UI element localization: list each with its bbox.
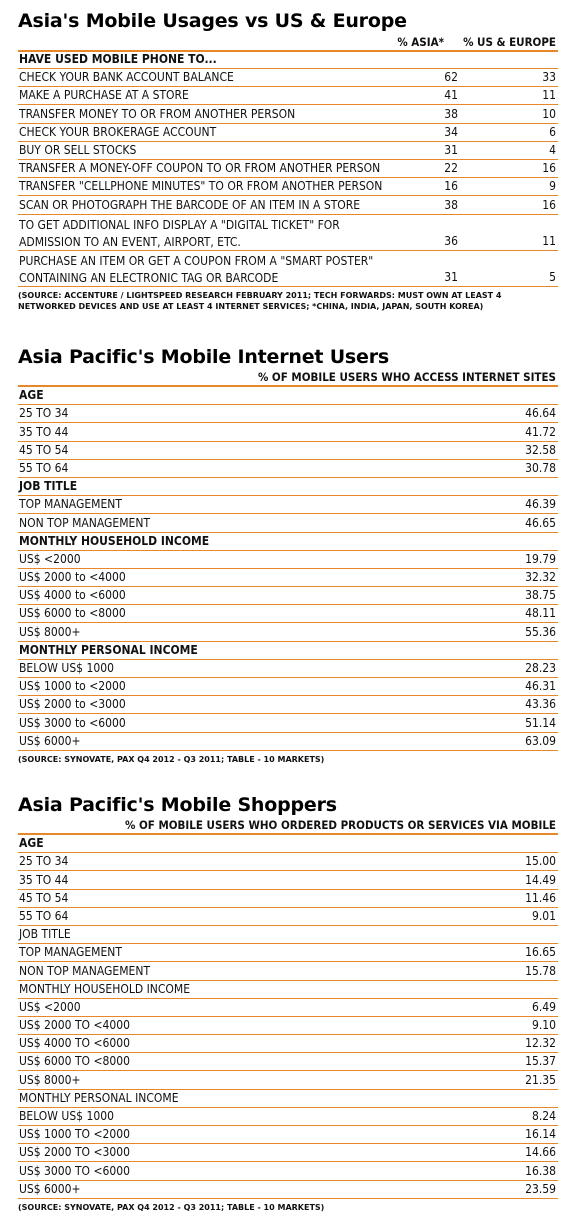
- row-value: 46.31: [525, 679, 556, 694]
- table-row: [18, 124, 558, 142]
- row-label: 55 TO 64: [19, 908, 69, 923]
- row-value: 16.38: [525, 1163, 556, 1178]
- table-row: [18, 926, 558, 944]
- table-row: [18, 999, 558, 1017]
- row-value: 16.65: [525, 945, 556, 960]
- row-value: 6.49: [531, 999, 556, 1014]
- row-label: US$ 6000 TO <8000: [19, 1054, 130, 1069]
- row-label: US$ 3000 to <6000: [19, 715, 126, 730]
- asia-value: 31: [444, 269, 458, 284]
- asia-value: 38: [444, 197, 458, 212]
- row-value: 14.66: [525, 1145, 556, 1160]
- us-europe-value: 10: [542, 106, 556, 121]
- table-row: [18, 1144, 558, 1162]
- row-label: US$ 3000 TO <6000: [19, 1163, 130, 1178]
- asia-value: 36: [444, 233, 458, 248]
- table-row: [18, 962, 558, 980]
- us-europe-value: 5: [549, 269, 556, 284]
- row-label: US$ 1000 to <2000: [19, 679, 126, 694]
- row-value: 38.75: [525, 588, 556, 603]
- mobile-shoppers-table: [18, 833, 558, 1199]
- table-row: [18, 178, 558, 196]
- table-row: [18, 1181, 558, 1199]
- us-europe-value: 16: [542, 197, 556, 212]
- table-row: [18, 853, 558, 871]
- source-note: (SOURCE: SYNOVATE, PAX Q4 2012 - Q3 2011; TABLE - 10 MARKETS): [18, 1202, 325, 1212]
- row-label: US$ 8000+: [19, 624, 81, 639]
- col-header: % OF MOBILE USERS WHO ORDERED PRODUCTS OR SERVICES VIA MOBILE: [125, 818, 556, 832]
- table-row: [18, 678, 558, 696]
- row-label: US$ 2000 TO <4000: [19, 1018, 130, 1033]
- row-label: MONTHLY HOUSEHOLD INCOME: [19, 981, 191, 996]
- row-value: 30.78: [525, 460, 556, 475]
- row-label: US$ <2000: [19, 999, 81, 1014]
- table-row: [18, 587, 558, 605]
- row-label: BELOW US$ 1000: [19, 1109, 114, 1123]
- table-header-row: [18, 52, 558, 69]
- table-row: [18, 1035, 558, 1053]
- row-value: 8.24: [531, 1109, 556, 1123]
- row-label: BUY OR SELL STOCKS: [19, 142, 137, 157]
- row-header-label: HAVE USED MOBILE PHONE TO...: [19, 52, 217, 66]
- usage-table: [18, 50, 558, 287]
- row-value: 48.11: [525, 606, 556, 621]
- table-row: [18, 605, 558, 623]
- row-label: AGE: [19, 388, 44, 403]
- row-label: US$ 2000 to <3000: [19, 697, 126, 712]
- us-europe-value: 6: [549, 124, 556, 139]
- row-value: 9.01: [531, 908, 556, 923]
- table-row: [18, 514, 558, 532]
- table-row: [18, 160, 558, 178]
- asia-value: 38: [444, 106, 458, 121]
- row-label: [19, 217, 340, 251]
- row-label-line: PURCHASE AN ITEM OR GET A COUPON FROM A "SMART POSTER": [19, 253, 374, 268]
- row-value: 15.78: [525, 963, 556, 978]
- row-value: 46.39: [525, 497, 556, 512]
- row-label-line: TO GET ADDITIONAL INFO DISPLAY A "DIGITAL TICKET" FOR: [19, 217, 340, 232]
- row-value: 19.79: [525, 551, 556, 566]
- row-label: MONTHLY HOUSEHOLD INCOME: [19, 533, 210, 548]
- table-row: [18, 251, 558, 287]
- table-row: [18, 69, 558, 87]
- row-label: TRANSFER MONEY TO OR FROM ANOTHER PERSON: [19, 106, 296, 121]
- section-title: Asia Pacific's Mobile Shoppers: [18, 794, 337, 816]
- table-row: [18, 142, 558, 160]
- us-europe-value: 16: [542, 161, 556, 176]
- us-europe-value: 9: [549, 179, 556, 194]
- row-value: 11.46: [525, 890, 556, 905]
- row-value: 46.65: [525, 515, 556, 530]
- asia-value: 22: [444, 161, 458, 176]
- column-headers: [18, 32, 558, 50]
- row-value: 51.14: [525, 715, 556, 730]
- row-value: 16.14: [525, 1127, 556, 1142]
- category-header-row: [18, 642, 558, 660]
- row-label: US$ 2000 to <4000: [19, 570, 126, 585]
- mobile-shoppers-section: [18, 794, 558, 1213]
- table-row: [18, 87, 558, 105]
- row-label: MAKE A PURCHASE AT A STORE: [19, 88, 189, 103]
- table-row: [18, 944, 558, 962]
- table-row: [18, 623, 558, 641]
- row-label: US$ <2000: [19, 551, 81, 566]
- row-label: 25 TO 34: [19, 406, 69, 421]
- row-label: US$ 2000 TO <3000: [19, 1145, 130, 1160]
- row-label-line: CONTAINING AN ELECTRONIC TAG OR BARCODE: [19, 270, 279, 285]
- table-row: [18, 460, 558, 478]
- row-value: 15.37: [525, 1054, 556, 1069]
- row-label: BELOW US$ 1000: [19, 661, 114, 675]
- row-label: US$ 8000+: [19, 1072, 81, 1087]
- internet-users-section: [18, 346, 558, 765]
- row-label: JOB TITLE: [19, 479, 78, 494]
- table-row: [18, 1090, 558, 1108]
- row-value: 55.36: [525, 624, 556, 639]
- table-row: [18, 423, 558, 441]
- table-row: [18, 890, 558, 908]
- row-label: CHECK YOUR BANK ACCOUNT BALANCE: [19, 70, 234, 85]
- table-row: [18, 1071, 558, 1089]
- col-header: % OF MOBILE USERS WHO ACCESS INTERNET SITES: [257, 370, 556, 384]
- source-line: (SOURCE: ACCENTURE / LIGHTSPEED RESEARCH FEBRUARY 2011; TECH FORWARDS: MUST OWN AT LEAST 4: [18, 290, 502, 300]
- row-value: 46.64: [525, 406, 556, 421]
- row-label: 45 TO 54: [19, 890, 69, 905]
- row-value: 32.32: [525, 570, 556, 585]
- row-label: TRANSFER "CELLPHONE MINUTES" TO OR FROM ANOTHER PERSON: [19, 179, 383, 194]
- asia-value: 34: [444, 124, 458, 139]
- row-value: 43.36: [525, 697, 556, 712]
- section-title: Asia Pacific's Mobile Internet Users: [18, 346, 389, 368]
- table-row: [18, 1017, 558, 1035]
- row-label: US$ 4000 to <6000: [19, 588, 126, 603]
- row-label: US$ 6000+: [19, 733, 81, 748]
- row-label: US$ 4000 TO <6000: [19, 1036, 130, 1051]
- row-value: 32.58: [525, 442, 556, 457]
- table-row: [18, 569, 558, 587]
- col-us-europe-header: % US & EUROPE: [463, 35, 556, 49]
- mobile-usage-section: [18, 10, 558, 312]
- table-row: [18, 496, 558, 514]
- row-label: JOB TITLE: [19, 927, 71, 942]
- row-value: 23.59: [525, 1181, 556, 1196]
- table-row: [18, 442, 558, 460]
- column-headers: [18, 816, 558, 833]
- row-value: 14.49: [525, 872, 556, 887]
- section-title: Asia's Mobile Usages vs US & Europe: [18, 10, 407, 32]
- table-row: [18, 1108, 558, 1126]
- row-value: 12.32: [525, 1036, 556, 1051]
- table-row: [18, 733, 558, 751]
- internet-users-table: [18, 385, 558, 751]
- row-label: MONTHLY PERSONAL INCOME: [19, 1090, 179, 1105]
- row-value: 41.72: [525, 424, 556, 439]
- row-label: TRANSFER A MONEY-OFF COUPON TO OR FROM ANOTHER PERSON: [19, 161, 381, 176]
- category-header-row: [18, 835, 558, 853]
- category-header-row: [18, 387, 558, 405]
- table-row: [18, 714, 558, 732]
- asia-value: 41: [444, 88, 458, 103]
- row-label: 25 TO 34: [19, 854, 69, 869]
- row-value: 15.00: [525, 854, 556, 869]
- table-row: [18, 981, 558, 999]
- us-europe-value: 4: [549, 142, 556, 157]
- row-label: CHECK YOUR BROKERAGE ACCOUNT: [19, 124, 217, 139]
- table-row: [18, 1053, 558, 1071]
- table-row: [18, 1162, 558, 1180]
- table-row: [18, 696, 558, 714]
- row-value: 28.23: [525, 661, 556, 675]
- source-line: NETWORKED DEVICES AND USE AT LEAST 4 INTERNET SERVICES; *CHINA, INDIA, JAPAN, SOUTH KOREA): [18, 301, 484, 311]
- row-label: US$ 6000+: [19, 1181, 81, 1196]
- row-label-line: ADMISSION TO AN EVENT, AIRPORT, ETC.: [19, 234, 241, 249]
- asia-value: 16: [444, 179, 458, 194]
- col-asia-header: % ASIA*: [397, 35, 444, 49]
- row-value: 63.09: [525, 733, 556, 748]
- row-label: SCAN OR PHOTOGRAPH THE BARCODE OF AN ITEM IN A STORE: [19, 197, 361, 212]
- asia-value: 62: [444, 70, 458, 85]
- row-label: TOP MANAGEMENT: [19, 497, 122, 512]
- row-label: US$ 6000 to <8000: [19, 606, 126, 621]
- row-label: US$ 1000 TO <2000: [19, 1127, 130, 1142]
- table-row: [18, 405, 558, 423]
- table-row: [18, 1126, 558, 1144]
- row-label: [19, 253, 373, 287]
- category-header-row: [18, 533, 558, 551]
- row-label: MONTHLY PERSONAL INCOME: [19, 642, 198, 657]
- us-europe-value: 11: [542, 233, 556, 248]
- row-value: 21.35: [525, 1072, 556, 1087]
- table-row: [18, 105, 558, 123]
- table-row: [18, 551, 558, 569]
- table-row: [18, 196, 558, 214]
- source-note: [18, 290, 558, 312]
- row-value: 9.10: [531, 1018, 556, 1033]
- category-header-row: [18, 478, 558, 496]
- table-row: [18, 871, 558, 889]
- row-label: 35 TO 44: [19, 424, 69, 439]
- row-label: NON TOP MANAGEMENT: [19, 515, 151, 530]
- table-row: [18, 660, 558, 678]
- column-headers: [18, 368, 558, 385]
- us-europe-value: 11: [542, 88, 556, 103]
- asia-value: 31: [444, 142, 458, 157]
- row-label: NON TOP MANAGEMENT: [19, 963, 151, 978]
- row-label: AGE: [19, 836, 44, 851]
- table-row: [18, 215, 558, 251]
- row-label: 35 TO 44: [19, 872, 69, 887]
- row-label: TOP MANAGEMENT: [19, 945, 122, 960]
- source-note: (SOURCE: SYNOVATE, PAX Q4 2012 - Q3 2011; TABLE - 10 MARKETS): [18, 754, 325, 764]
- row-label: 45 TO 54: [19, 442, 69, 457]
- table-row: [18, 908, 558, 926]
- row-label: 55 TO 64: [19, 460, 69, 475]
- us-europe-value: 33: [542, 70, 556, 85]
